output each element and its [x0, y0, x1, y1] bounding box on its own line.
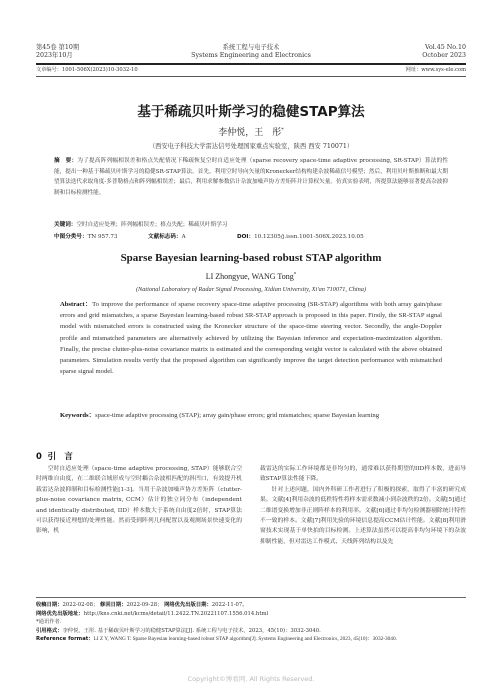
clc-code: 中图分类号：TN 957.73 — [54, 234, 118, 240]
keywords-cn-label: 关键词： — [54, 222, 77, 228]
footnote-rule — [36, 597, 466, 598]
abstract-en-label: Abstract： — [60, 301, 93, 308]
paper-title-cn: 基于稀疏贝叶斯学习的稳健STAP算法 — [137, 104, 365, 120]
classification-line — [54, 232, 448, 242]
authors-en: LI Zhongyue, WANG Tong* — [205, 272, 297, 281]
keywords-cn — [54, 220, 448, 230]
abstract-en — [60, 299, 442, 377]
intro-paragraph-2: 针对上述问题，国内外科研工作者进行了积极的探索，取得了丰富的研究成果。文献[4]利用杂波的低秩特性将样本需求数减小到杂波秩的2倍。文献[5]通过二维谱变换增加非正则阵样本的利用率。文献[6]通过非均匀检测器剔除统计特性不一致的样本。文献[7]利用先验的环境信息提高CCM估计性能。文献[8]利用滑窗技术实现基于单快拍的目标检测。上述算法虽然可以提高非均匀环境下的杂波抑制性能，但对雷达工作模式、天线阵列结构以及先 — [260, 486, 466, 545]
section-title: 引 言 — [47, 451, 73, 461]
doi[interactable]: DOI：10.12305/j.issn.1001-506X.2023.10.05 — [237, 234, 364, 240]
keywords-en-label: Keywords： — [60, 412, 96, 419]
footnotes — [36, 601, 466, 644]
copyright-watermark: Copyright©博看网. All Rights Reserved. — [187, 675, 315, 683]
corresponding-mark: * — [281, 127, 284, 133]
keywords-en — [60, 410, 442, 421]
affiliation-en: (National Laboratory of Radar Signal Processing, Xidian University, Xi'an 710071, China) — [135, 286, 367, 293]
abstract-en-text: To improve the performance of sparse recovery space-time adaptive processing (SR-STAP) algorithms with both array gain/phase errors and grid mismatches, a sparse Bayesian learning-based robust SR-STAP approach is proposed in this paper. Firstly, the SR-STAP signal model with mismatched errors is constructed using the Kronecker structure of the space-time steering vector. Secondly, the angle-Doppler profile and mismatched parameters are alternatively achieved by utilizing the Bayesian inference and expectation-maximization algorithm. Finally, the precise clutter-plus-noise covariance matrix is estimated and the corresponding weight vector is calculated with the above obtained parameters. Simulation results verify that the proposed algorithm can significantly improve the target detection performance with mismatched sparse signal model. — [60, 301, 442, 376]
journal-volume: 第45卷 第10期 2023年10月 — [36, 44, 80, 59]
corresponding-mark-en: * — [293, 272, 297, 278]
document-code: 文献标志码：A — [148, 234, 186, 240]
keywords-cn-text: 空时自适应处理；阵列幅相误差；格点失配；稀疏贝叶斯学习 — [76, 222, 228, 228]
citation-cn: 引用格式：李仲悦，王彤. 基于稀疏贝叶斯学习的稳健STAP算法[J]. 系统工程与电子技术，2023，45(10)：3032-3040. — [36, 627, 321, 634]
online-url-line: 网络优先出版地址：http://kns.cnki.net/kcms/detail/11.2422.TN.20221107.1556.014.html — [36, 610, 269, 617]
keywords-en-text: space-time adaptive processing (STAP); array gain/phase errors; grid mismatches; sparse Bayesian learning — [95, 412, 379, 419]
journal-issue: Vol.45 No.10 October 2023 — [422, 44, 466, 59]
paper-title-en: Sparse Bayesian learning-based robust STAP algorithm — [120, 252, 382, 264]
abstract-cn-text: 为了提高阵列幅相误差和格点失配情况下稀疏恢复空时自适应处理（sparse recovery space-time adaptive processing, SR-STAP）算法的性能，提出一种基于稀疏贝叶斯学习的稳健SR-STAP算法。首先，利用空时导向矢量的Kronecker结构构建杂波稀疏信号模型；然后，利用贝叶斯推断和最大期望算法迭代求取角度-多普勒格点和阵列幅相误差；最后，利用求解参数估计杂波加噪声协方差矩阵并计算权矢量。仿真实验表明，所提算法能够显著提高杂波抑制和目标检测性能。 — [54, 158, 448, 196]
section-number: 0 — [36, 451, 42, 461]
journal-url[interactable]: 网址：www.sys-ele.com — [405, 67, 466, 73]
abstract-cn-label: 摘 要： — [54, 158, 78, 164]
meta-rule — [36, 76, 466, 77]
article-id: 文章编号：1001-506X(2023)10-3032-10 — [36, 67, 138, 73]
intro-paragraph: 空时自适应处理（space-time adaptive processing, STAP）能够联合空时两维自由度，在二维联合域形成与空时耦合杂波相匹配的斜凹口，有效提升机载雷达杂波抑制和目标检测性能[1-3]。当用于杂波加噪声协方差矩阵（clutter-plus-noise covariance matrix, CCM）估计的独立同分布（independent and identically distributed, IID）样本数大于系统自由度2倍时，STAP算法可以获得接近理想的处理性能。然而受到阵列几何配置以及观测场景快速变化的影响，机 — [36, 466, 242, 535]
intro-paragraph-continued: 载雷达的实际工作环境都是非均匀的，通常难以获得期望的IID样本数，进而导致STAP算法性能下降。 — [260, 466, 466, 483]
online-url-link[interactable]: http://kns.cnki.net/kcms/detail/11.2422.TN.20221107.1556.014.html — [83, 610, 269, 617]
citation-en: Reference format：LI Z Y, WANG T. Sparse Bayesian learning-based robust STAP algorithm[J]. Systems Engineering and Electronics, 2023, 45(10)：3032-3040. — [36, 636, 397, 643]
abstract-cn — [54, 156, 448, 198]
body-column-left — [36, 464, 242, 537]
dates-line: 收稿日期：2022-02-08； 修回日期：2022-09-28； 网络优先出版日期：2022-11-07。 — [36, 602, 248, 608]
article-meta — [36, 66, 466, 75]
section-heading — [36, 450, 73, 462]
corresponding-note: *通讯作者. — [36, 619, 62, 626]
authors-cn: 李仲悦，王 彤* — [218, 127, 284, 138]
body-column-right — [260, 464, 466, 547]
header-rule — [36, 63, 466, 65]
journal-name: 系统工程与电子技术 Systems Engineering and Electronics — [191, 44, 311, 59]
affiliation-cn: （西安电子科技大学雷达信号处理国家重点实验室，陕西 西安 710071） — [148, 143, 354, 150]
